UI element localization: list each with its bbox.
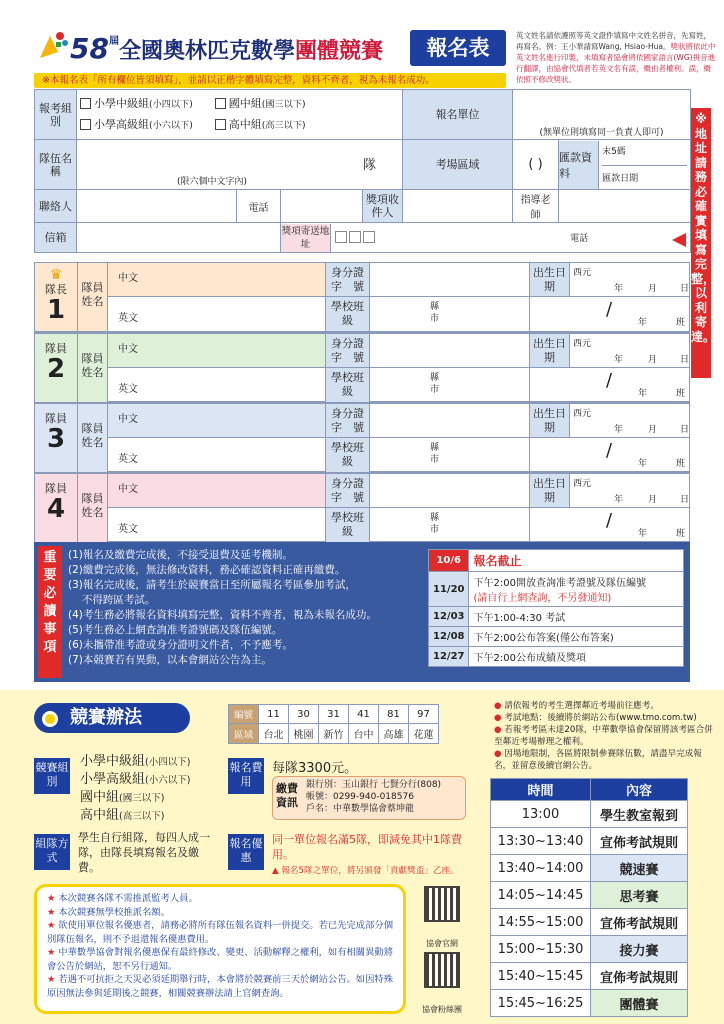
timetable-header [491, 779, 688, 801]
competition-group-item: 小學高級組(小六以下) [80, 772, 191, 787]
timetable-row [491, 828, 688, 855]
birth-label: 出生日期 [529, 334, 569, 368]
discount-note: ▲ 報名5隊之單位，將另頒發「貢獻獎盃」乙座。 [272, 866, 459, 876]
info-list [494, 700, 718, 772]
dot-icon [42, 711, 58, 727]
schedule-date: 12/27 [429, 647, 469, 667]
must-read-item: (4)考生務必將報名資料填寫完整，資料不齊者，視為未報名成功。 [68, 609, 377, 621]
name-en-field[interactable]: 英文 [107, 368, 325, 402]
must-read-item: (6)未攜帶准考證或身分證明文件者，不予應考。 [68, 639, 293, 651]
birth-field[interactable]: 西元 年 月 日 [569, 474, 689, 508]
area-code-cell: 桃園 [289, 724, 319, 744]
event-header: 內容 [591, 779, 688, 801]
birth-field[interactable]: 西元 年 月 日 [569, 404, 689, 438]
area-code-cell: 新竹 [319, 724, 349, 744]
fee-label: 報名費用 [228, 758, 264, 794]
team-name-label: 隊伍名稱 [35, 140, 77, 190]
schedule-date: 11/20 [429, 572, 469, 607]
award-recipient-field[interactable] [403, 190, 513, 223]
competition-group-item: 國中組(國三以下) [80, 790, 165, 805]
schedule-row [429, 550, 684, 572]
area-code-cell: 41 [349, 705, 379, 724]
schedule-date: 10/6 [429, 550, 469, 572]
area-code-cell: 81 [379, 705, 409, 724]
time-cell: 13:30~13:40 [491, 828, 591, 855]
area-code-table [228, 704, 439, 744]
time-cell: 14:05~14:45 [491, 882, 591, 909]
remit-tail-field[interactable]: 末5碼 [602, 144, 687, 166]
star-icon: ★ [47, 906, 56, 918]
time-header: 時間 [491, 779, 591, 801]
phone2-label: 電話 [570, 234, 589, 244]
school-field[interactable]: 縣 市 [369, 508, 529, 542]
member-role [35, 474, 77, 542]
qr-website-icon[interactable] [424, 886, 460, 922]
zip-boxes[interactable] [331, 231, 377, 244]
team-name-field[interactable]: 隊 (限六個中文字內) [77, 140, 403, 190]
birth-field[interactable]: 西元 年 月 日 [569, 263, 689, 297]
id-label: 身分證字 號 [325, 404, 369, 438]
member-row [34, 472, 690, 542]
registration-form: 報考組別 小學中級組(小四以下) 國中組(國三以下) 小學高級組(小六以下) 高中組(高三以下) 報名單位 (無單位則填寫同一負責人即可) 隊伍名稱 隊 (限六個中文字內) 考場區域 ( ) 匯款資料 末5碼 匯款日期 聯絡人 電話 獎項收件人 指導老師 信箱 獎項寄送地址 電話 [34, 89, 691, 253]
event-cell: 思考賽 [591, 882, 688, 909]
schedule-date: 12/03 [429, 607, 469, 627]
contact-label: 聯絡人 [35, 190, 77, 223]
area-code-header: 編號 [229, 705, 259, 724]
note-item: ★ 本次競賽無學校推派名額。 [47, 906, 170, 918]
arrow-left-icon [672, 233, 686, 247]
rules-title: 競賽辦法 [34, 703, 190, 733]
exam-area-label: 考場區域 [403, 140, 513, 190]
qr-website-label: 協會官網 [426, 939, 458, 948]
class-field[interactable]: / 年 班 [529, 368, 689, 402]
member-row [34, 262, 690, 332]
note-item: ★ 若遇不可抗拒之天災必須延期舉行時，本會將於競賽前三天於網站公告。如因特殊原因無法參與延期後之競賽，相關競賽辦法請上官網查詢。 [47, 974, 393, 999]
name-en-field[interactable]: 英文 [107, 508, 325, 542]
phone-label: 電話 [237, 190, 281, 223]
school-label: 學校班級 [325, 438, 369, 472]
class-field[interactable]: / 年 班 [529, 508, 689, 542]
name-zh-field[interactable]: 中文 [107, 263, 325, 297]
event-cell: 團體賽 [591, 990, 688, 1017]
birth-label: 出生日期 [529, 404, 569, 438]
award-recipient-label: 獎項收件人 [363, 190, 403, 223]
time-cell: 15:00~15:30 [491, 936, 591, 963]
school-field[interactable]: 縣 市 [369, 368, 529, 402]
member-name-label: 隊員姓名 [77, 334, 107, 402]
contact-field[interactable] [77, 190, 237, 223]
id-label: 身分證字 號 [325, 474, 369, 508]
time-cell: 13:00 [491, 801, 591, 828]
time-cell: 13:40~14:00 [491, 855, 591, 882]
bullet-icon: ● [494, 713, 502, 723]
must-read-item: 不得跨區考試。 [68, 594, 156, 606]
must-read-item: (1)報名及繳費完成後，不接受退費及延考機制。 [68, 549, 293, 561]
area-code-cell: 97 [409, 705, 439, 724]
member-role [35, 263, 77, 331]
payment-details: 銀行別：玉山銀行 七賢分行(808) 帳號：0299-940-018576 戶名：中華數學協會蔡坤龍 [306, 780, 442, 814]
star-icon: ★ [47, 947, 56, 958]
timetable-row [491, 882, 688, 909]
unit-field[interactable]: (無單位則填寫同一負責人即可) [513, 90, 691, 140]
area-code-cell: 30 [289, 705, 319, 724]
bullet-icon: ● [494, 749, 502, 759]
timetable-row [491, 963, 688, 990]
timetable-row [491, 936, 688, 963]
note-item: ★ 中華數學協會對報名優惠保有最終修改、變更、活動解釋之權利，如有相關異動將會公告於網站，恕不另行通知。 [47, 947, 393, 972]
checkbox-senior-high[interactable] [215, 119, 226, 130]
award-address-label: 獎項寄送地址 [281, 225, 330, 250]
school-label: 學校班級 [325, 508, 369, 542]
team-method-label: 組隊方式 [34, 834, 70, 870]
time-cell: 15:45~16:25 [491, 990, 591, 1017]
member-row [34, 332, 690, 402]
competition-group-label: 競賽組別 [34, 758, 70, 794]
competition-group-item: 高中組(高三以下) [80, 808, 165, 823]
area-code-cell: 31 [319, 705, 349, 724]
note-item: ★ 本次競賽各隊不需推派監考人員。 [47, 893, 198, 904]
id-label: 身分證字 號 [325, 263, 369, 297]
name-en-field[interactable]: 英文 [107, 297, 325, 331]
must-read-item: (3)報名完成後，請考生於競賽當日至所屬報名考區參加考試， [68, 579, 356, 591]
member-number: 4 [46, 494, 66, 524]
birth-field[interactable]: 西元 年 月 日 [569, 334, 689, 368]
timetable-row [491, 855, 688, 882]
id-field[interactable] [369, 263, 529, 297]
schedule-text: 下午2:00公布答案(僅公布答案) [469, 627, 684, 647]
group-label: 報考組別 [35, 90, 77, 140]
birth-label: 出生日期 [529, 263, 569, 297]
info-item: ● 考試地點：後續將於網站公布(www.tmo.com.tw) [494, 713, 697, 723]
schedule-date: 12/08 [429, 627, 469, 647]
remit-date-field[interactable]: 匯款日期 [602, 173, 639, 184]
info-item: ● 因場地限制，各區將限制參賽隊伍數，請盡早完成報名，並留意後續官網公告。 [494, 749, 702, 771]
event-cell: 宣佈考試規則 [591, 963, 688, 990]
required-notice: ※本報名表「所有欄位皆須填寫」，並請以正楷字體填寫完整，資料不齊者，視為未報名成功。 [34, 73, 506, 88]
english-name-note: 英文姓名請依護照等英文證件填寫中文姓名拼音，先寫姓，再寫名。例：王小華請寫Wang, Hsiao-Hua。獎狀將依此中英文姓名進行印製，未填寫者協會將依國家語言(WG)拼音進行翻譯，由協會代填者若英文名有誤，概由者權利。誤，概依照不修改獎狀。 [516, 31, 716, 84]
member-role-label: 隊員 [45, 342, 67, 355]
teacher-label: 指導老師 [513, 190, 559, 223]
area-code-cell: 台中 [349, 724, 379, 744]
time-cell: 15:40~15:45 [491, 963, 591, 990]
schedule-row [429, 572, 684, 607]
unit-label: 報名單位 [403, 90, 513, 140]
crown-icon: ♛ [49, 267, 63, 283]
competition-group-item: 小學中級組(小四以下) [80, 754, 191, 769]
member-section [34, 262, 690, 542]
must-read-title: 重要必讀事項 [38, 546, 62, 678]
event-cell: 學生教室報到 [591, 801, 688, 828]
must-read-list [68, 548, 422, 668]
member-name-label: 隊員姓名 [77, 474, 107, 542]
apply-form-label: 報名表 [410, 30, 506, 66]
email-field[interactable] [77, 223, 281, 253]
phone-field[interactable] [281, 190, 363, 223]
must-read-item: (7)本競賽若有異動，以本會網站公告為主。 [68, 654, 272, 666]
area-code-cell: 台北 [259, 724, 289, 744]
page-title: $58^屆$全國奧林匹克數學團體競賽 [70, 32, 383, 65]
school-label: 學校班級 [325, 368, 369, 402]
id-field[interactable] [369, 404, 529, 438]
event-cell: 接力賽 [591, 936, 688, 963]
discount-text: 同一單位報名滿5隊，即減免其中1隊費用。 [272, 833, 462, 861]
member-role-label: 隊員 [45, 412, 67, 425]
schedule-row [429, 647, 684, 667]
class-field[interactable]: / 年 班 [529, 438, 689, 472]
info-item: ● 若報考考區未達20隊，中華數學協會保留將該考區合併至鄰近考場辦理之權利。 [494, 725, 713, 747]
id-field[interactable] [369, 334, 529, 368]
timetable [490, 778, 688, 1017]
star-icon: ★ [47, 974, 56, 985]
team-method-text: 學生自行組隊，每四人成一隊，由隊長填寫報名及繳費。 [78, 831, 210, 874]
checkbox-elementary-mid[interactable] [80, 98, 91, 109]
name-zh-field[interactable]: 中文 [107, 474, 325, 508]
fee-text: 每隊3300元。 [272, 761, 358, 776]
schedule-text: 下午2:00開放查詢准考證號及隊伍編號 (請自行上網查詢，不另發通知) [469, 572, 684, 607]
name-zh-field[interactable]: 中文 [107, 334, 325, 368]
qr-fanpage-label: 協會粉絲團 [422, 1005, 462, 1014]
schedule-row [429, 607, 684, 627]
discount-label: 報名優惠 [228, 834, 264, 870]
info-item: ● 請依報考的考生選擇鄰近考場前往應考。 [494, 701, 659, 711]
logo-icon [36, 28, 70, 62]
event-cell: 宣佈考試規則 [591, 909, 688, 936]
email-label: 信箱 [35, 223, 77, 253]
class-field[interactable]: / 年 班 [529, 297, 689, 331]
competition-groups [80, 753, 220, 825]
name-zh-field[interactable]: 中文 [107, 404, 325, 438]
schedule-text: 報名截止 [469, 550, 684, 572]
checkbox-junior-high[interactable] [215, 98, 226, 109]
address-side-note: ※地址請務必確實填寫完整，以利寄達。 [691, 108, 711, 378]
timetable-row [491, 801, 688, 828]
area-code-header: 區域 [229, 724, 259, 744]
must-read-item: (5)考生務必上網查詢准考證號碼及隊伍編號。 [68, 624, 283, 636]
school-field[interactable]: 縣 市 [369, 438, 529, 472]
notes-box [34, 884, 406, 1014]
checkbox-elementary-high[interactable] [80, 119, 91, 130]
bullet-icon: ● [494, 701, 502, 711]
payment-info-label: 繳費資訊 [276, 782, 298, 809]
id-field[interactable] [369, 474, 529, 508]
qr-fanpage-icon[interactable] [424, 952, 460, 988]
schedule-text: 下午2:00公布成績及獎項 [469, 647, 684, 667]
school-field[interactable]: 縣 市 [369, 297, 529, 331]
schedule-table [428, 549, 684, 667]
member-role-label: 隊員 [45, 482, 67, 495]
bullet-icon: ● [494, 725, 502, 735]
member-name-label: 隊員姓名 [77, 404, 107, 472]
member-number: 2 [46, 354, 66, 384]
member-role-label: 隊長 [45, 283, 67, 296]
teacher-field[interactable] [559, 190, 691, 223]
school-label: 學校班級 [325, 297, 369, 331]
member-number: 3 [46, 424, 66, 454]
member-role [35, 334, 77, 402]
area-code-cell: 高雄 [379, 724, 409, 744]
timetable-row [491, 990, 688, 1017]
schedule-text: 下午1:00-4:30 考試 [469, 607, 684, 627]
member-number: 1 [46, 295, 66, 325]
schedule-row [429, 627, 684, 647]
event-cell: 宣佈考試規則 [591, 828, 688, 855]
name-en-field[interactable]: 英文 [107, 438, 325, 472]
note-item: ★ 欲使用單位報名優惠者，請務必將所有隊伍報名資料一併提交。若已先完成部分個別隊伍報名，則不予退還報名優惠費用。 [47, 920, 393, 945]
area-code-cell: 花蓮 [409, 724, 439, 744]
member-name-label: 隊員姓名 [77, 263, 107, 331]
exam-area-field[interactable]: ( ) [513, 140, 559, 190]
time-cell: 14:55~15:00 [491, 909, 591, 936]
must-read-item: (2)繳費完成後，無法修改資料，務必確認資料正確再繳費。 [68, 564, 346, 576]
area-code-cell: 11 [259, 705, 289, 724]
remit-label: 匯款資料 [559, 141, 599, 189]
event-cell: 競速賽 [591, 855, 688, 882]
timetable-row [491, 909, 688, 936]
member-row [34, 402, 690, 472]
member-role [35, 404, 77, 472]
star-icon: ★ [47, 893, 56, 904]
star-icon: ★ [47, 920, 56, 931]
id-label: 身分證字 號 [325, 334, 369, 368]
birth-label: 出生日期 [529, 474, 569, 508]
